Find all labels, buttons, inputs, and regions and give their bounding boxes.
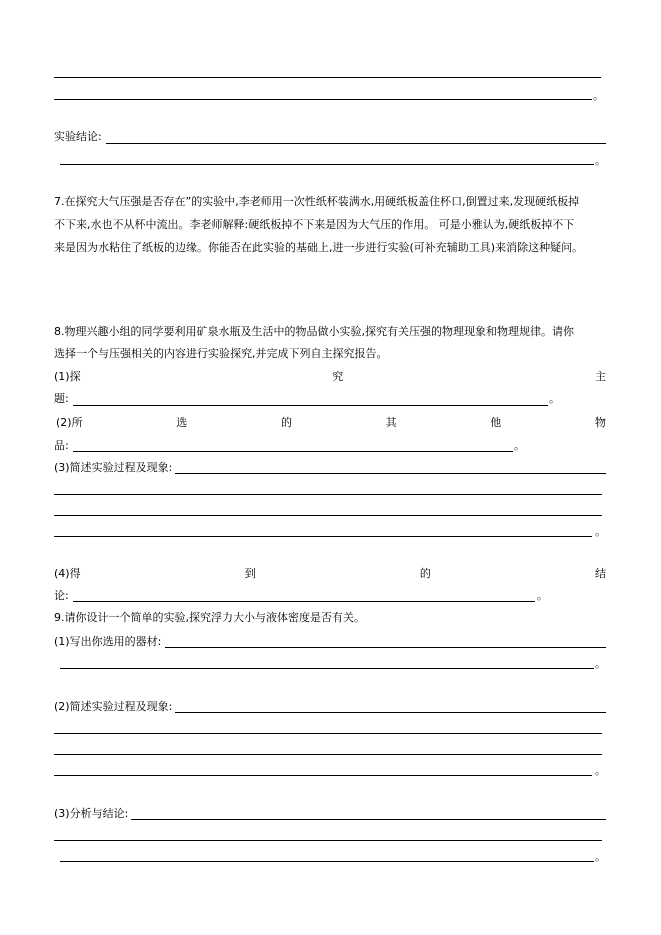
period-mark: 。	[595, 657, 606, 670]
q8-p2-word: 他	[490, 416, 502, 429]
q9-p2-label: (2)简述实验过程及现象:	[54, 700, 173, 713]
q8-p4-word: 到	[244, 567, 256, 580]
q8-p4-word: 结	[594, 567, 606, 580]
q8-text-line: 8.物理兴趣小组的同学要利用矿泉水瓶及生活中的物品做小实验,探究有关压强的物理现象和物理规律。请你	[54, 325, 574, 338]
q9-text-line: 9.请你设计一个简单的实验,探究浮力大小与液体密度是否有关。	[54, 611, 365, 624]
q9-p1-label: (1)写出你选用的器材:	[54, 635, 162, 648]
q8-p1-word: 主	[595, 370, 606, 383]
answer-line[interactable]	[54, 754, 602, 755]
q9-p3-label: (3)分析与结论:	[54, 807, 129, 820]
answer-line[interactable]	[73, 405, 548, 406]
period-mark: 。	[593, 89, 604, 102]
answer-line[interactable]	[73, 601, 535, 602]
period-mark: 。	[514, 439, 525, 452]
answer-line[interactable]	[54, 840, 602, 841]
answer-line[interactable]	[60, 668, 594, 669]
answer-line[interactable]	[54, 494, 602, 495]
answer-line[interactable]	[165, 647, 606, 648]
q8-p4-word: 的	[419, 567, 431, 580]
q8-text-line: 选择一个与压强相关的内容进行实验探究,并完成下列自主探究报告。	[54, 347, 388, 360]
conclusion-label: 实验结论:	[54, 130, 102, 143]
answer-line[interactable]	[175, 712, 606, 713]
q8-p2-justified-row	[56, 416, 606, 430]
q8-p1-tail: 题:	[54, 392, 69, 405]
period-mark: 。	[537, 589, 548, 602]
answer-line[interactable]	[73, 451, 513, 452]
q8-p2-word: 选	[176, 416, 188, 429]
q7-text-line: 7.在探究大气压强是否存在”的实验中,李老师用一次性纸杯装满水,用硬纸板盖住杯口,倒置过来,发现硬纸板掉	[54, 195, 580, 208]
answer-line[interactable]	[54, 536, 592, 537]
answer-line[interactable]	[175, 473, 606, 474]
period-mark: 。	[595, 764, 606, 777]
q8-p2-word: 其	[385, 416, 397, 429]
answer-line[interactable]	[54, 77, 601, 78]
q7-text-line: 不下来,水也不从杯中流出。李老师解释:硬纸板掉不下来是因为大气压的作用。 可是小雅认为,硬纸板掉不下	[54, 218, 575, 231]
answer-line[interactable]	[54, 775, 592, 776]
answer-line[interactable]	[60, 861, 594, 862]
answer-line[interactable]	[106, 143, 606, 144]
answer-line[interactable]	[54, 733, 602, 734]
q8-p4-justified-row	[54, 567, 606, 581]
q8-p2-word: 的	[280, 416, 292, 429]
q8-p1-word: 究	[332, 370, 344, 383]
q7-text-line: 来是因为水粘住了纸板的边缘。你能否在此实验的基础上,进一步进行实验(可补充辅助工具)来消除这种疑问。	[54, 241, 584, 254]
q8-p1-word: (1)探	[54, 370, 81, 383]
period-mark: 。	[595, 850, 606, 863]
q8-p2-word: 物	[594, 416, 606, 429]
answer-line[interactable]	[131, 819, 606, 820]
q8-p3-label: (3)简述实验过程及现象:	[54, 461, 173, 474]
q8-p1-justified-row	[54, 370, 606, 384]
answer-line[interactable]	[60, 164, 594, 165]
q8-p2-word: (2)所	[56, 416, 83, 429]
answer-line[interactable]	[54, 99, 592, 100]
period-mark: 。	[595, 525, 606, 538]
q8-p4-tail: 论:	[54, 589, 69, 602]
period-mark: 。	[549, 392, 560, 405]
answer-line[interactable]	[54, 515, 602, 516]
q8-p2-tail: 品:	[54, 439, 69, 452]
period-mark: 。	[595, 154, 606, 167]
q8-p4-word: (4)得	[54, 567, 81, 580]
